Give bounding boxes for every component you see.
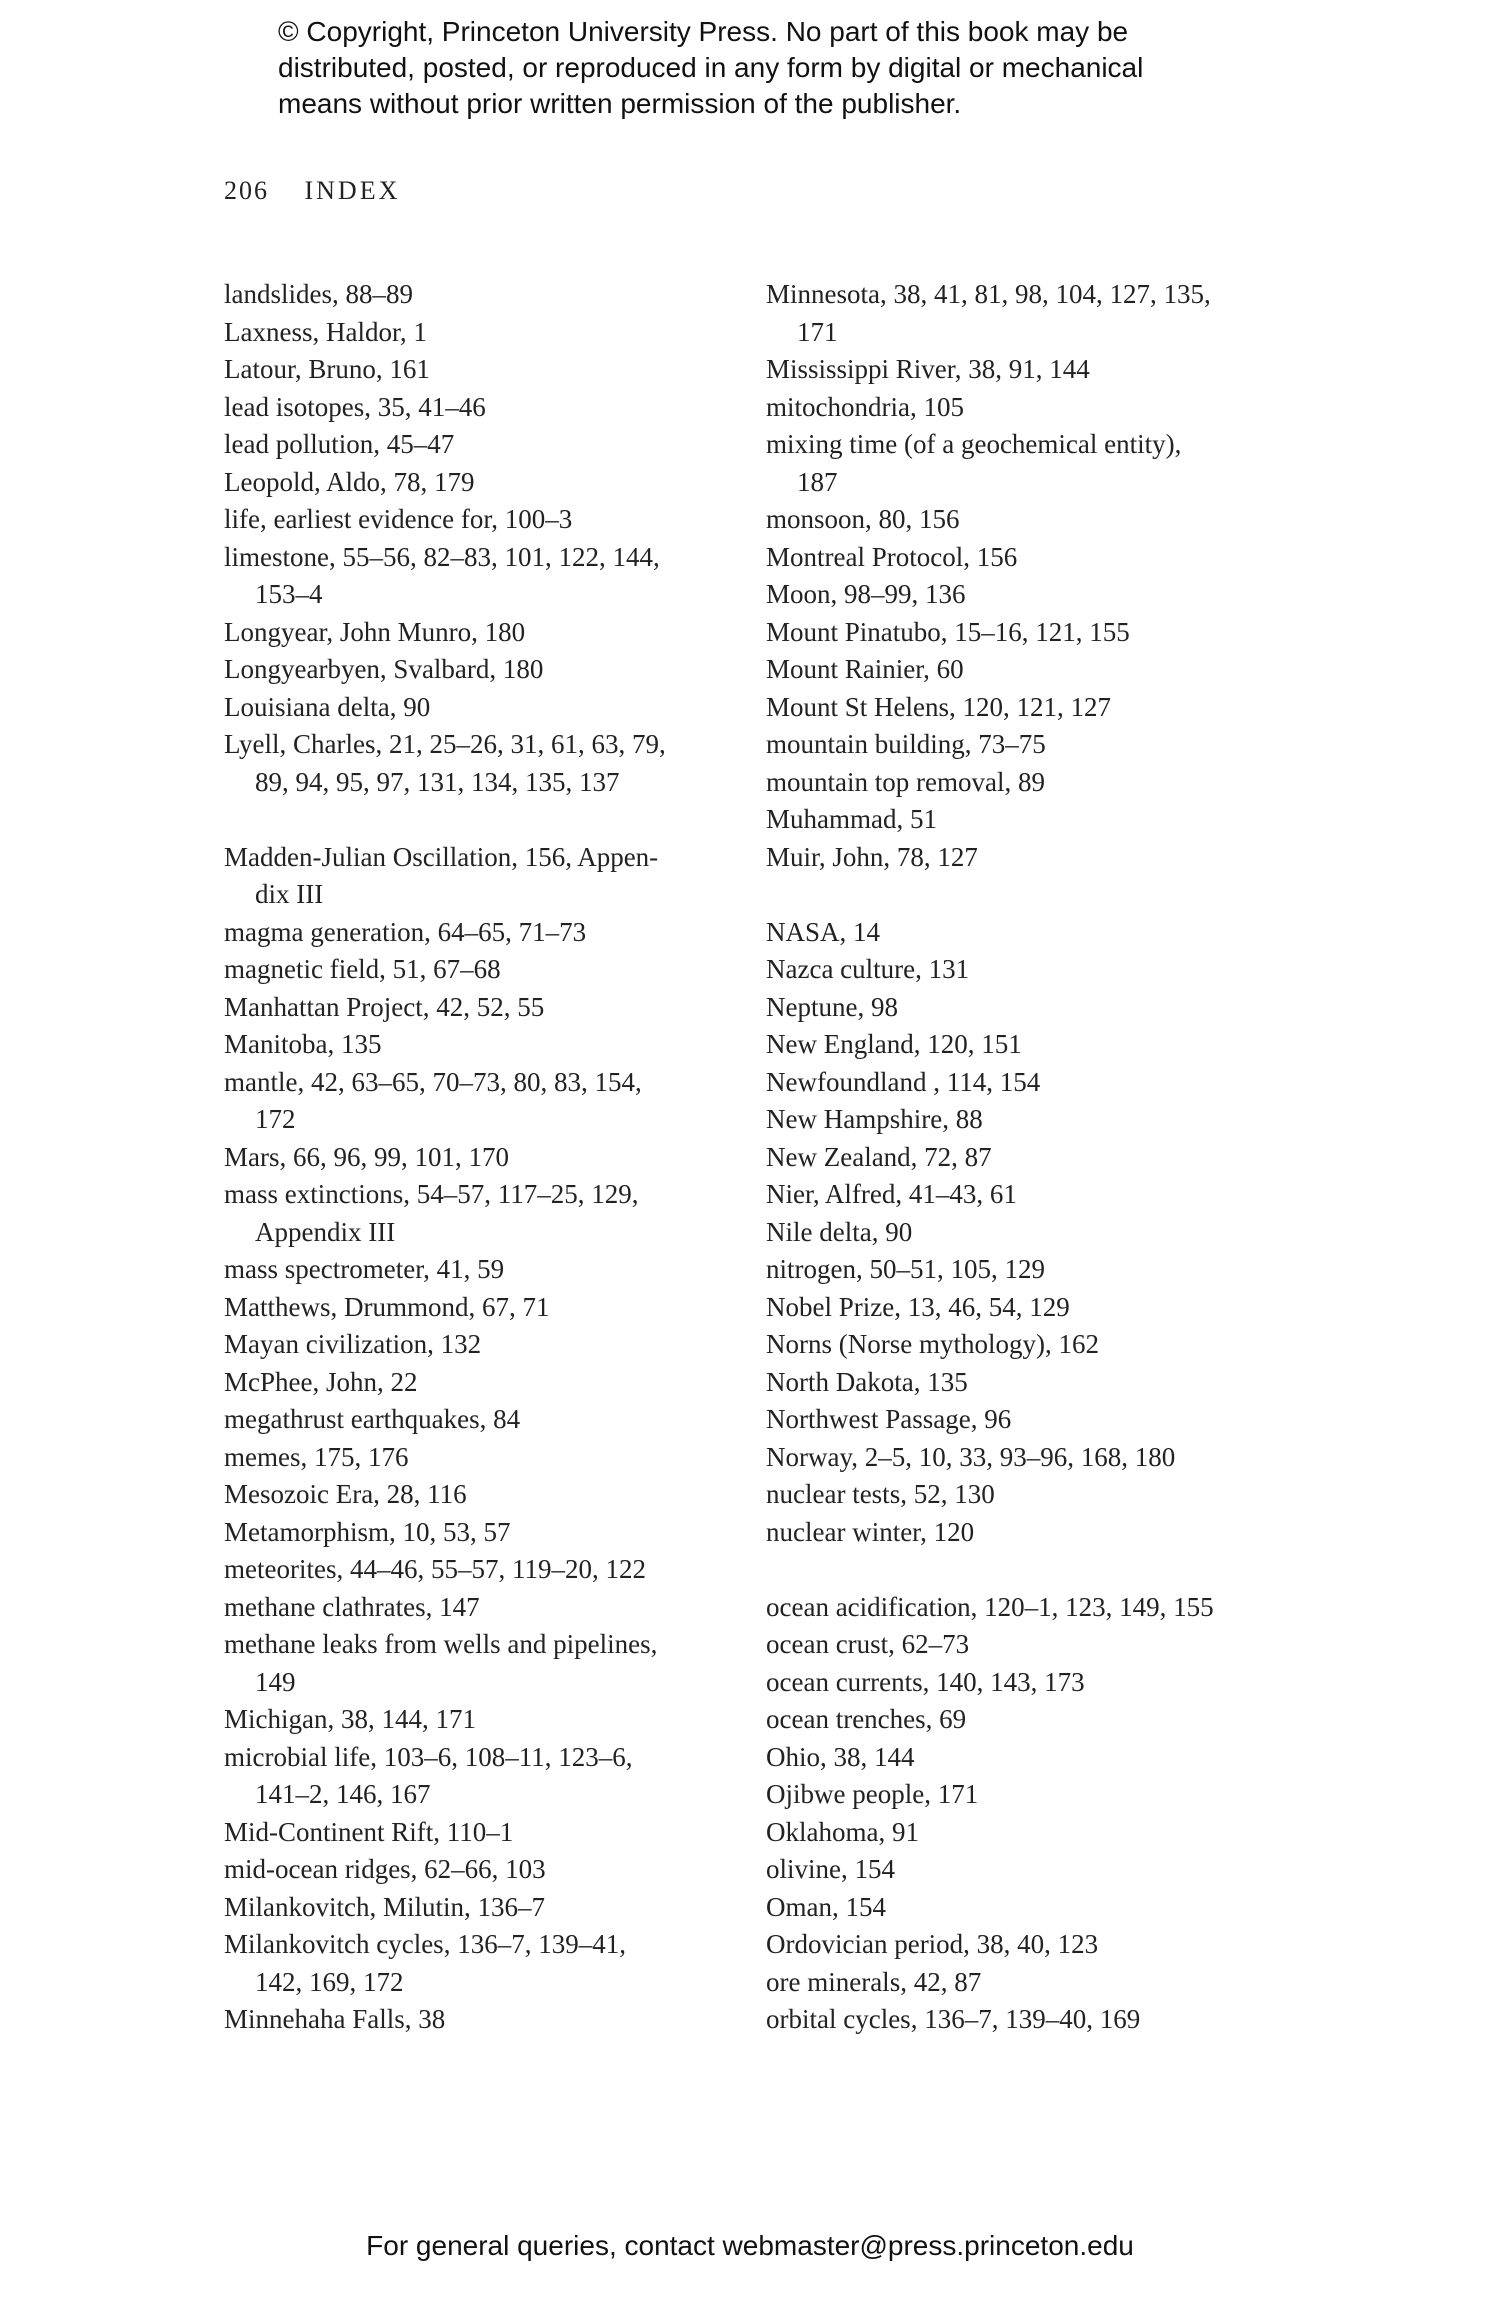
index-entry-text: Longyearbyen, Svalbard, 180 [224,654,544,684]
index-entry [766,1064,1306,1102]
index-entry [766,1139,1306,1177]
index-entry-text: mountain building, 73–75 [766,729,1046,759]
index-entry-text: Mid-Continent Rift, 110–1 [224,1816,514,1847]
index-entry [766,801,1306,839]
index-entry-text: nuclear tests, 52, 130 [766,1479,995,1509]
index-entry-text: Louisiana delta, 90 [224,691,431,722]
index-entry [224,1589,744,1627]
index-entry-text: ocean crust, 62–73 [766,1629,970,1659]
index-entry [224,426,744,464]
index-entry-text: Nobel Prize, 13, 46, 54, 129 [766,1291,1070,1322]
index-entry-text: meteorites, 44–46, 55–57, 119–20, 122 [224,1554,646,1584]
index-entry [766,1364,1306,1402]
index-entry-text: lead pollution, 45–47 [224,429,455,459]
index-entry [224,1439,744,1477]
index-entry-text: mountain top removal, 89 [766,766,1045,797]
index-entry [766,651,1306,689]
index-entry-continuation: 172 [255,1104,296,1134]
index-entry [766,1251,1306,1289]
index-entry-text: Norway, 2–5, 10, 33, 93–96, 168, 180 [766,1441,1176,1472]
index-entry [766,539,1306,577]
index-entry-continuation: Appendix III [255,1216,396,1247]
index-entry-text: McPhee, John, 22 [224,1366,418,1397]
index-entry-text: Minnehaha Falls, 38 [224,2004,446,2034]
index-entry [224,1626,744,1701]
index-entry-text: olivine, 154 [766,1854,895,1884]
index-column-left [224,276,744,2039]
index-entry-text: methane leaks from wells and pipelines, [224,1629,658,1659]
index-entry [224,1289,744,1327]
index-entry [224,651,744,689]
index-entry [224,726,744,801]
index-entry-continuation: 149 [255,1666,296,1697]
index-entry-text: magnetic field, 51, 67–68 [224,954,501,984]
index-entry-text: New England, 120, 151 [766,1029,1022,1059]
index-entry-continuation: 171 [797,316,838,347]
index-entry-text: Moon, 98–99, 136 [766,579,966,609]
index-entry [224,2001,744,2039]
index-entry [224,1514,744,1552]
index-entry-text: Nier, Alfred, 41–43, 61 [766,1179,1017,1209]
index-entry-text: lead isotopes, 35, 41–46 [224,391,486,422]
index-entry-text: Mount St Helens, 120, 121, 127 [766,691,1112,722]
index-entry [766,1589,1306,1627]
index-entry [224,1026,744,1064]
index-entry [766,1701,1306,1739]
index-entry-text: North Dakota, 135 [766,1366,968,1397]
index-entry [224,351,744,389]
index-entry [224,1926,744,2001]
index-entry-text: Milankovitch, Milutin, 136–7 [224,1891,545,1922]
index-entry-text: ocean acidification, 120–1, 123, 149, 155 [766,1591,1214,1622]
index-entry-text: Latour, Bruno, 161 [224,354,430,384]
index-entry-continuation: 141–2, 146, 167 [255,1779,431,1809]
index-entry-text: Longyear, John Munro, 180 [224,616,526,647]
index-entry [224,539,744,614]
index-entry [224,1889,744,1927]
index-entry-text: Manitoba, 135 [224,1029,382,1059]
index-entry-text: magma generation, 64–65, 71–73 [224,916,587,947]
letter-group-gap [766,876,1306,914]
index-entry [766,1101,1306,1139]
index-entry [766,1739,1306,1777]
index-entry-text: Newfoundland , 114, 154 [766,1066,1041,1097]
index-entry [766,689,1306,727]
index-entry-text: Mount Rainier, 60 [766,654,964,684]
index-entry [766,1289,1306,1327]
index-entry [766,426,1306,501]
index-entry [224,389,744,427]
index-entry [766,1626,1306,1664]
index-entry [766,276,1306,351]
index-entry [766,351,1306,389]
index-entry-text: Mayan civilization, 132 [224,1329,482,1359]
index-entry-text: New Hampshire, 88 [766,1104,983,1134]
index-entry-text: Ojibwe people, 171 [766,1779,979,1809]
index-entry [766,614,1306,652]
index-entry [224,276,744,314]
index-entry-text: memes, 175, 176 [224,1441,409,1472]
index-entry [224,1326,744,1364]
index-entry [766,914,1306,952]
index-entry [766,576,1306,614]
index-entry-text: Oklahoma, 91 [766,1816,919,1847]
index-entry-text: Mississippi River, 38, 91, 144 [766,354,1090,384]
index-column-right [766,276,1306,2039]
index-entry [766,1664,1306,1702]
index-entry-text: Ohio, 38, 144 [766,1741,915,1772]
index-entry-text: nuclear winter, 120 [766,1516,975,1547]
index-entry-text: monsoon, 80, 156 [766,504,960,534]
index-entry [766,389,1306,427]
index-entry [224,1064,744,1139]
index-entry [766,1851,1306,1889]
index-entry [766,501,1306,539]
index-entry-text: landslides, 88–89 [224,279,413,309]
index-entry [766,764,1306,802]
index-entry-continuation: 89, 94, 95, 97, 131, 134, 135, 137 [255,766,620,797]
index-entry-text: NASA, 14 [766,916,881,947]
index-entry-continuation: 153–4 [255,579,323,609]
section-title: INDEX [304,176,401,205]
index-entry [766,1776,1306,1814]
index-entry-text: New Zealand, 72, 87 [766,1141,992,1172]
index-entry [224,914,744,952]
index-entry-text: mantle, 42, 63–65, 70–73, 80, 83, 154, [224,1066,642,1097]
index-entry [224,689,744,727]
index-entry-text: mid-ocean ridges, 62–66, 103 [224,1854,546,1884]
index-entry-text: mass extinctions, 54–57, 117–25, 129, [224,1179,639,1209]
index-entry [224,464,744,502]
index-entry [224,1176,744,1251]
index-entry [224,1701,744,1739]
index-entry-text: microbial life, 103–6, 108–11, 123–6, [224,1741,633,1772]
index-entry-text: life, earliest evidence for, 100–3 [224,504,573,534]
index-entry-text: mixing time (of a geochemical entity), [766,429,1182,459]
index-entry-text: Neptune, 98 [766,991,898,1022]
index-entry [224,1814,744,1852]
index-entry [766,951,1306,989]
index-entry [766,1514,1306,1552]
index-entry-text: Milankovitch cycles, 136–7, 139–41, [224,1929,626,1959]
index-entry [766,1401,1306,1439]
index-entry-continuation: 187 [797,466,838,497]
index-entry [224,951,744,989]
index-entry [224,1739,744,1814]
index-entry-text: Metamorphism, 10, 53, 57 [224,1516,511,1547]
index-entry [766,1814,1306,1852]
index-entry [766,1926,1306,1964]
letter-group-gap [224,801,744,839]
index-entry [224,314,744,352]
copyright-line: distributed, posted, or reproduced in any form by digital or mechanical [278,52,1144,83]
index-entry-text: Nile delta, 90 [766,1216,913,1247]
index-entry [224,501,744,539]
index-entry-text: megathrust earthquakes, 84 [224,1404,521,1434]
index-entry-text: Oman, 154 [766,1891,886,1922]
index-entry-text: methane clathrates, 147 [224,1591,480,1622]
copyright-line: means without prior written permission of the publisher. [278,88,962,119]
index-entry-text: nitrogen, 50–51, 105, 129 [766,1254,1045,1284]
index-entry-text: Laxness, Haldor, 1 [224,316,427,347]
index-entry-text: Leopold, Aldo, 78, 179 [224,466,475,497]
index-entry-text: ore minerals, 42, 87 [766,1966,982,1997]
index-entry-text: Mars, 66, 96, 99, 101, 170 [224,1141,509,1172]
index-entry [766,1889,1306,1927]
index-entry-text: Mount Pinatubo, 15–16, 121, 155 [766,616,1130,647]
index-entry-text: Mesozoic Era, 28, 116 [224,1479,467,1509]
index-entry [224,1851,744,1889]
index-entry [766,1439,1306,1477]
index-entry-continuation: dix III [255,879,324,909]
index-entry [766,839,1306,877]
index-entry-text: limestone, 55–56, 82–83, 101, 122, 144, [224,541,660,572]
running-head [224,176,400,206]
letter-group-gap [766,1551,1306,1589]
index-entry [224,1401,744,1439]
index-entry-text: Madden-Julian Oscillation, 156, Appen- [224,841,659,872]
index-entry-text: ocean currents, 140, 143, 173 [766,1666,1085,1697]
copyright-notice [278,14,1278,122]
index-entry [224,989,744,1027]
index-entry [224,1551,744,1589]
index-entry-text: Ordovician period, 38, 40, 123 [766,1929,1099,1959]
index-entry [766,1964,1306,2002]
index-entry [766,1176,1306,1214]
index-entry [224,839,744,914]
page-number: 206 [224,176,269,205]
index-entry-text: mass spectrometer, 41, 59 [224,1254,505,1284]
index-entry-text: Matthews, Drummond, 67, 71 [224,1291,550,1322]
index-entry-text: ocean trenches, 69 [766,1704,967,1734]
index-entry-text: Michigan, 38, 144, 171 [224,1704,476,1734]
index-entry [766,1026,1306,1064]
index-entry-text: Muhammad, 51 [766,804,937,834]
index-entry [224,1139,744,1177]
index-entry [224,614,744,652]
index-entry [766,989,1306,1027]
index-entry [224,1251,744,1289]
index-entry [766,2001,1306,2039]
index-entry [766,1214,1306,1252]
index-entry-text: Norns (Norse mythology), 162 [766,1329,1099,1359]
index-entry-text: mitochondria, 105 [766,391,964,422]
index-entry [766,1326,1306,1364]
index-entry-text: Minnesota, 38, 41, 81, 98, 104, 127, 135, [766,279,1211,309]
index-entry [766,1476,1306,1514]
index-entry [766,726,1306,764]
index-entry-text: Muir, John, 78, 127 [766,841,978,872]
copyright-line: © Copyright, Princeton University Press. No part of this book may be [278,16,1129,47]
index-entry [224,1364,744,1402]
index-entry [224,1476,744,1514]
index-entry-text: Nazca culture, 131 [766,954,970,984]
footer-contact: For general queries, contact webmaster@press.princeton.edu [366,2230,1134,2261]
index-entry-continuation: 142, 169, 172 [255,1966,404,1997]
index-entry-text: Montreal Protocol, 156 [766,541,1018,572]
index-entry-text: Manhattan Project, 42, 52, 55 [224,991,545,1022]
index-entry-text: Northwest Passage, 96 [766,1404,1012,1434]
index-entry-text: orbital cycles, 136–7, 139–40, 169 [766,2004,1141,2034]
index-entry-text: Lyell, Charles, 21, 25–26, 31, 61, 63, 79, [224,729,666,759]
